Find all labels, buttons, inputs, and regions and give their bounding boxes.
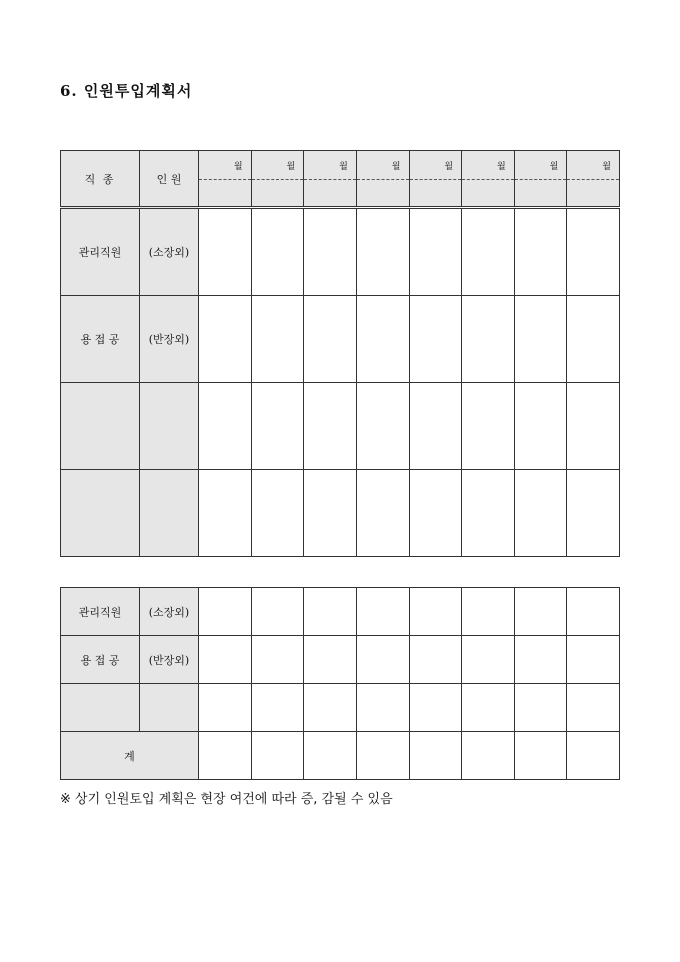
month-cell[interactable] bbox=[356, 732, 409, 780]
month-cell[interactable] bbox=[567, 684, 620, 732]
month-header: 월 bbox=[462, 151, 515, 208]
personnel-cell: (소장외) bbox=[140, 588, 199, 636]
job-type-header: 직 종 bbox=[61, 151, 140, 208]
month-cell[interactable] bbox=[304, 684, 357, 732]
month-cell[interactable] bbox=[199, 636, 252, 684]
month-cell[interactable] bbox=[462, 470, 515, 557]
personnel-cell: (반장외) bbox=[140, 296, 199, 383]
month-cell[interactable] bbox=[356, 296, 409, 383]
month-cell[interactable] bbox=[304, 470, 357, 557]
month-cell[interactable] bbox=[251, 470, 304, 557]
month-header: 월 bbox=[514, 151, 567, 208]
personnel-cell bbox=[140, 470, 199, 557]
month-cell[interactable] bbox=[356, 208, 409, 296]
personnel-header: 인 원 bbox=[140, 151, 199, 208]
month-cell[interactable] bbox=[514, 208, 567, 296]
month-cell[interactable] bbox=[409, 208, 462, 296]
month-cell[interactable] bbox=[356, 588, 409, 636]
month-cell[interactable] bbox=[199, 470, 252, 557]
month-header: 월 bbox=[409, 151, 462, 208]
personnel-cell: (반장외) bbox=[140, 636, 199, 684]
month-cell[interactable] bbox=[462, 296, 515, 383]
table-row bbox=[61, 684, 620, 732]
table-row bbox=[61, 296, 620, 383]
month-cell[interactable] bbox=[567, 636, 620, 684]
month-cell[interactable] bbox=[567, 296, 620, 383]
job-cell: 용 접 공 bbox=[61, 636, 140, 684]
month-cell[interactable] bbox=[514, 383, 567, 470]
personnel-cell bbox=[140, 684, 199, 732]
month-header: 월 bbox=[199, 151, 252, 208]
month-cell[interactable] bbox=[409, 684, 462, 732]
month-cell[interactable] bbox=[199, 296, 252, 383]
month-cell[interactable] bbox=[514, 588, 567, 636]
footnote: ※ 상기 인원토입 계획은 현장 여건에 따라 증, 감될 수 있음 bbox=[60, 792, 393, 807]
month-cell[interactable] bbox=[304, 636, 357, 684]
month-cell[interactable] bbox=[514, 636, 567, 684]
month-cell[interactable] bbox=[514, 684, 567, 732]
month-cell[interactable] bbox=[199, 588, 252, 636]
page-title: 6. 인원투입계획서 bbox=[60, 82, 193, 100]
month-cell[interactable] bbox=[304, 588, 357, 636]
month-cell[interactable] bbox=[514, 470, 567, 557]
header-row bbox=[61, 151, 620, 208]
job-cell bbox=[61, 684, 140, 732]
month-cell[interactable] bbox=[356, 383, 409, 470]
table-row bbox=[61, 636, 620, 684]
job-cell: 관리직원 bbox=[61, 588, 140, 636]
month-cell[interactable] bbox=[567, 208, 620, 296]
month-cell[interactable] bbox=[409, 470, 462, 557]
month-cell[interactable] bbox=[567, 470, 620, 557]
total-row bbox=[61, 732, 620, 780]
month-cell[interactable] bbox=[251, 296, 304, 383]
month-cell[interactable] bbox=[462, 636, 515, 684]
month-cell[interactable] bbox=[409, 383, 462, 470]
total-label: 계 bbox=[61, 732, 199, 780]
month-cell[interactable] bbox=[251, 732, 304, 780]
month-cell[interactable] bbox=[251, 636, 304, 684]
month-cell[interactable] bbox=[304, 732, 357, 780]
job-cell bbox=[61, 383, 140, 470]
table-row bbox=[61, 208, 620, 296]
month-cell[interactable] bbox=[567, 732, 620, 780]
month-cell[interactable] bbox=[409, 636, 462, 684]
month-cell[interactable] bbox=[199, 684, 252, 732]
personnel-cell: (소장외) bbox=[140, 208, 199, 296]
month-cell[interactable] bbox=[356, 636, 409, 684]
table-row bbox=[61, 588, 620, 636]
month-cell[interactable] bbox=[567, 383, 620, 470]
month-cell[interactable] bbox=[251, 383, 304, 470]
job-cell bbox=[61, 470, 140, 557]
month-cell[interactable] bbox=[304, 208, 357, 296]
month-cell[interactable] bbox=[462, 684, 515, 732]
month-header: 월 bbox=[251, 151, 304, 208]
job-cell: 용 접 공 bbox=[61, 296, 140, 383]
month-cell[interactable] bbox=[514, 732, 567, 780]
table-row bbox=[61, 383, 620, 470]
personnel-plan-table bbox=[60, 150, 620, 557]
personnel-cell bbox=[140, 383, 199, 470]
job-cell: 관리직원 bbox=[61, 208, 140, 296]
summary-table bbox=[60, 587, 620, 780]
table-row bbox=[61, 470, 620, 557]
month-cell[interactable] bbox=[567, 588, 620, 636]
month-cell[interactable] bbox=[462, 732, 515, 780]
month-header: 월 bbox=[567, 151, 620, 208]
month-cell[interactable] bbox=[304, 383, 357, 470]
month-cell[interactable] bbox=[514, 296, 567, 383]
month-cell[interactable] bbox=[304, 296, 357, 383]
month-cell[interactable] bbox=[251, 208, 304, 296]
month-cell[interactable] bbox=[409, 732, 462, 780]
month-cell[interactable] bbox=[251, 588, 304, 636]
month-header: 월 bbox=[304, 151, 357, 208]
month-cell[interactable] bbox=[199, 208, 252, 296]
month-cell[interactable] bbox=[356, 684, 409, 732]
month-cell[interactable] bbox=[199, 383, 252, 470]
month-cell[interactable] bbox=[462, 208, 515, 296]
month-cell[interactable] bbox=[356, 470, 409, 557]
month-cell[interactable] bbox=[462, 383, 515, 470]
month-cell[interactable] bbox=[462, 588, 515, 636]
month-cell[interactable] bbox=[409, 588, 462, 636]
month-header: 월 bbox=[356, 151, 409, 208]
month-cell[interactable] bbox=[409, 296, 462, 383]
month-cell[interactable] bbox=[199, 732, 252, 780]
month-cell[interactable] bbox=[251, 684, 304, 732]
